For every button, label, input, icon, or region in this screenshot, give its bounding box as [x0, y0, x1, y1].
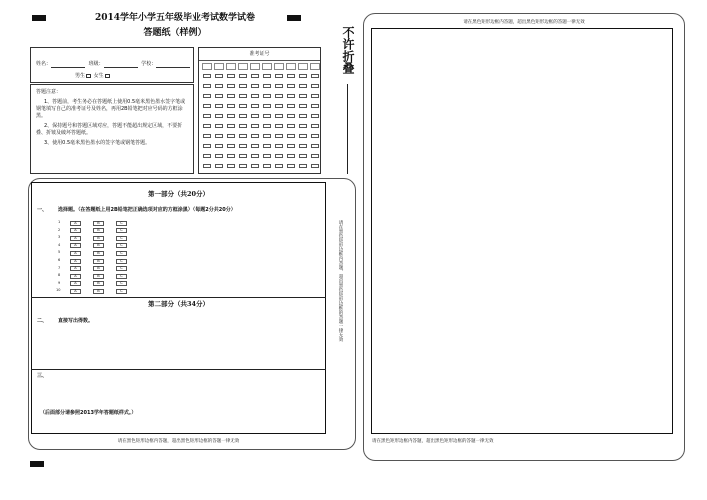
option-bubble-b[interactable]: B — [93, 289, 104, 294]
notes-title: 答题注意： — [36, 89, 62, 95]
exam-id-bubble[interactable] — [215, 164, 223, 168]
exam-id-bubble[interactable] — [203, 124, 211, 128]
q1-number: 一、 — [37, 207, 48, 213]
exam-id-bubble[interactable] — [227, 104, 235, 108]
name-field[interactable] — [51, 62, 85, 68]
option-bubble-a[interactable]: A — [70, 251, 81, 256]
notes-box — [30, 84, 194, 174]
option-bubble-c[interactable]: C — [116, 251, 127, 256]
exam-id-bubble[interactable] — [275, 124, 283, 128]
question-number: 9 — [58, 280, 61, 285]
exam-id-bubble[interactable] — [275, 74, 283, 78]
class-field[interactable] — [104, 62, 138, 68]
option-bubble-b[interactable]: B — [93, 259, 104, 264]
exam-id-bubble[interactable] — [215, 114, 223, 118]
option-bubble-a[interactable]: A — [70, 221, 81, 226]
exam-id-bubble[interactable] — [311, 94, 319, 98]
exam-id-bubble[interactable] — [287, 104, 295, 108]
question-number: 2 — [58, 227, 61, 232]
exam-id-bubble[interactable] — [239, 104, 247, 108]
exam-id-bubble[interactable] — [311, 124, 319, 128]
exam-id-bubble[interactable] — [215, 124, 223, 128]
exam-id-bubble[interactable] — [299, 134, 307, 138]
exam-id-bubble[interactable] — [263, 124, 271, 128]
warning-vertical: 请在黑色矩形边框内答题，超出黑色矩形边框的答题一律无效 — [338, 220, 343, 342]
question-number: 3 — [58, 235, 61, 240]
student-info-box — [30, 47, 194, 83]
question-number: 8 — [58, 273, 61, 278]
option-bubble-c[interactable]: C — [116, 221, 127, 226]
exam-id-bubble[interactable] — [227, 144, 235, 148]
exam-id-digit-box[interactable] — [298, 63, 308, 70]
option-bubble-b[interactable]: B — [93, 266, 104, 271]
exam-id-bubble[interactable] — [275, 94, 283, 98]
exam-id-bubble[interactable] — [263, 94, 271, 98]
exam-id-digit-box[interactable] — [238, 63, 248, 70]
option-bubble-a[interactable]: A — [70, 281, 81, 286]
exam-id-digit-box[interactable] — [310, 63, 320, 70]
option-bubble-a[interactable]: A — [70, 228, 81, 233]
registration-mark-top-left — [32, 15, 46, 21]
exam-id-bubble[interactable] — [215, 74, 223, 78]
exam-id-bubble[interactable] — [275, 114, 283, 118]
exam-id-bubble[interactable] — [251, 154, 259, 158]
exam-id-bubble[interactable] — [275, 154, 283, 158]
exam-id-bubble[interactable] — [203, 154, 211, 158]
exam-id-bubble[interactable] — [215, 84, 223, 88]
option-bubble-c[interactable]: C — [116, 289, 127, 294]
no-fold-line — [347, 84, 348, 174]
option-bubble-b[interactable]: B — [93, 281, 104, 286]
school-label: 学校： — [141, 61, 157, 67]
exam-id-bubble[interactable] — [287, 154, 295, 158]
exam-id-bubble[interactable] — [299, 144, 307, 148]
notes-item: 1、答题前，考生务必在答题纸上使用0.5毫米黑色墨水签字笔或钢笔填写自己的准考证号及姓名，再用2B铅笔把对应号码的方框涂黑。 — [36, 99, 186, 119]
part2-heading: 第二部分（共34分） — [147, 300, 210, 308]
exam-id-bubble[interactable] — [299, 94, 307, 98]
exam-id-bubble[interactable] — [227, 164, 235, 168]
exam-id-bubble[interactable] — [311, 114, 319, 118]
answer-area-right[interactable] — [371, 28, 673, 434]
exam-id-bubble[interactable] — [311, 104, 319, 108]
exam-id-bubble[interactable] — [299, 154, 307, 158]
exam-id-bubble[interactable] — [227, 134, 235, 138]
school-field[interactable] — [156, 62, 190, 68]
option-bubble-b[interactable]: B — [93, 221, 104, 226]
exam-id-bubble[interactable] — [311, 144, 319, 148]
exam-id-bubble[interactable] — [203, 134, 211, 138]
exam-id-bubble[interactable] — [227, 114, 235, 118]
exam-id-bubble[interactable] — [203, 114, 211, 118]
exam-id-bubble[interactable] — [251, 84, 259, 88]
exam-id-bubble[interactable] — [311, 84, 319, 88]
q1-text: 选择题。（在答题纸上用2B铅笔把正确选项对应的方框涂黑）（每题2分共20分） — [58, 207, 236, 213]
option-bubble-a[interactable]: A — [70, 243, 81, 248]
exam-id-bubble[interactable] — [239, 74, 247, 78]
student-info-row — [36, 61, 190, 68]
exam-id-bubble[interactable] — [203, 94, 211, 98]
option-bubble-b[interactable]: B — [93, 236, 104, 241]
exam-id-bubble[interactable] — [287, 74, 295, 78]
question-number: 5 — [58, 250, 61, 255]
exam-id-bubble[interactable] — [263, 74, 271, 78]
exam-id-bubble[interactable] — [239, 84, 247, 88]
exam-id-bubble[interactable] — [287, 144, 295, 148]
exam-id-bubble[interactable] — [251, 144, 259, 148]
exam-id-bubble[interactable] — [251, 164, 259, 168]
exam-id-digit-box[interactable] — [274, 63, 284, 70]
option-bubble-a[interactable]: A — [70, 266, 81, 271]
exam-id-bubble[interactable] — [227, 94, 235, 98]
exam-id-bubble[interactable] — [263, 84, 271, 88]
exam-id-bubble[interactable] — [287, 124, 295, 128]
exam-id-bubble[interactable] — [263, 154, 271, 158]
gender-row — [75, 73, 111, 80]
question-number: 1 — [58, 220, 61, 224]
option-bubble-a[interactable]: A — [70, 259, 81, 264]
exam-id-digit-box[interactable] — [250, 63, 260, 70]
exam-id-bubble[interactable] — [227, 84, 235, 88]
q2-text: 直接写出得数。 — [58, 318, 94, 324]
exam-id-bubble[interactable] — [299, 114, 307, 118]
exam-id-bubble[interactable] — [251, 104, 259, 108]
part1-heading: 第一部分（共20分） — [147, 190, 210, 198]
option-bubble-c[interactable]: C — [116, 259, 127, 264]
option-bubble-a[interactable]: A — [70, 236, 81, 241]
exam-id-bubble[interactable] — [275, 144, 283, 148]
gender-female-label: 女生 — [93, 73, 104, 79]
exam-id-digit-box[interactable] — [202, 63, 212, 70]
exam-id-digit-box[interactable] — [286, 63, 296, 70]
exam-id-bubble[interactable] — [251, 124, 259, 128]
notes-item: 2、保持题号和答题区域对应，答题不能超出规定区域，不要折叠、折皱及破坏答题纸。 — [36, 123, 183, 136]
option-bubble-b[interactable]: B — [93, 228, 104, 233]
exam-id-bubble[interactable] — [215, 104, 223, 108]
q3-answer-area[interactable] — [32, 380, 325, 430]
exam-id-bubble[interactable] — [311, 134, 319, 138]
exam-id-bubble[interactable] — [287, 134, 295, 138]
exam-id-bubble[interactable] — [215, 154, 223, 158]
exam-id-bubble[interactable] — [263, 144, 271, 148]
exam-id-bubble[interactable] — [263, 104, 271, 108]
question-number: 4 — [58, 242, 61, 247]
question-number: 6 — [58, 258, 61, 262]
exam-id-bubble[interactable] — [203, 74, 211, 78]
warning-bottom-left: 请在黑色矩形边框内答题，超出黑色矩形边框的答题一律无效 — [117, 439, 240, 444]
exam-id-bubble[interactable] — [299, 74, 307, 78]
exam-id-bubble[interactable] — [239, 144, 247, 148]
class-label: 班级： — [88, 61, 104, 67]
exam-id-bubble[interactable] — [287, 114, 295, 118]
page-title: 2014学年小学五年级毕业考试数学试卷 — [94, 13, 256, 23]
exam-id-bubble[interactable] — [203, 144, 211, 148]
option-bubble-c[interactable]: C — [116, 281, 127, 286]
exam-id-bubble[interactable] — [299, 164, 307, 168]
exam-id-bubble[interactable] — [275, 84, 283, 88]
exam-id-label: 准考证号 — [249, 51, 270, 57]
exam-id-bubble[interactable] — [311, 164, 319, 168]
exam-id-box — [198, 47, 321, 174]
exam-id-bubble[interactable] — [227, 74, 235, 78]
exam-id-bubble[interactable] — [239, 134, 247, 138]
exam-id-bubble[interactable] — [227, 124, 235, 128]
exam-id-bubble[interactable] — [275, 164, 283, 168]
exam-id-bubble[interactable] — [239, 164, 247, 168]
registration-mark-bottom-left — [30, 461, 44, 467]
exam-id-digit-box[interactable] — [262, 63, 272, 70]
option-bubble-c[interactable]: C — [116, 236, 127, 241]
part-divider — [31, 297, 326, 298]
exam-id-bubble[interactable] — [227, 154, 235, 158]
exam-id-bubble[interactable] — [215, 94, 223, 98]
footnote: （后面部分请参照2013学年答题纸样式。） — [40, 410, 137, 416]
name-label: 姓名： — [36, 61, 52, 67]
no-fold-label: 不许折叠 — [341, 26, 355, 74]
q3-divider — [31, 369, 326, 370]
exam-id-bubble[interactable] — [263, 134, 271, 138]
q2-answer-area[interactable] — [32, 328, 325, 368]
exam-id-bubble[interactable] — [251, 134, 259, 138]
exam-id-bubble[interactable] — [251, 74, 259, 78]
option-bubble-a[interactable]: A — [70, 289, 81, 294]
option-bubble-b[interactable]: B — [93, 274, 104, 279]
gender-female-checkbox[interactable] — [105, 74, 110, 78]
notes-item: 3、使用0.5毫米黑色墨水的签字笔或钢笔答题。 — [44, 140, 151, 146]
page-subtitle: 答题纸（样例） — [143, 28, 207, 38]
exam-id-bubble[interactable] — [239, 124, 247, 128]
exam-id-bubble[interactable] — [215, 134, 223, 138]
exam-id-bubble[interactable] — [299, 124, 307, 128]
option-bubble-c[interactable]: C — [116, 266, 127, 271]
option-bubble-b[interactable]: B — [93, 243, 104, 248]
option-bubble-b[interactable]: B — [93, 251, 104, 256]
exam-id-bubble[interactable] — [287, 164, 295, 168]
question-number: 10 — [56, 288, 61, 293]
exam-id-bubble[interactable] — [311, 154, 319, 158]
option-bubble-c[interactable]: C — [116, 274, 127, 279]
option-bubble-c[interactable]: C — [116, 228, 127, 233]
gender-male-label: 男生 — [75, 73, 86, 79]
exam-id-bubble[interactable] — [251, 94, 259, 98]
exam-id-digit-box[interactable] — [226, 63, 236, 70]
q2-number: 二、 — [37, 318, 48, 324]
exam-id-bubble[interactable] — [203, 84, 211, 88]
option-bubble-c[interactable]: C — [116, 243, 127, 248]
exam-id-bubble[interactable] — [215, 144, 223, 148]
exam-id-bubble[interactable] — [275, 134, 283, 138]
exam-id-bubble[interactable] — [239, 114, 247, 118]
gender-male-checkbox[interactable] — [86, 74, 91, 78]
warning-top-right: 请在黑色矩形边框内答题，超出黑色矩形边框的答题一律无效 — [463, 20, 585, 25]
q3-number: 三、 — [37, 373, 48, 379]
exam-id-bubble[interactable] — [299, 104, 307, 108]
exam-id-bubble[interactable] — [263, 114, 271, 118]
exam-id-bubble[interactable] — [263, 164, 271, 168]
exam-id-bubble[interactable] — [251, 114, 259, 118]
question-number: 7 — [58, 265, 61, 270]
exam-id-bubble[interactable] — [203, 164, 211, 168]
exam-id-bubble[interactable] — [299, 84, 307, 88]
option-bubble-a[interactable]: A — [70, 274, 81, 279]
exam-id-bubble[interactable] — [275, 104, 283, 108]
warning-bottom-right: 请在黑色矩形边框内答题，超出黑色矩形边框的答题一律无效 — [372, 439, 494, 444]
exam-id-digit-box[interactable] — [214, 63, 224, 70]
exam-id-bubble[interactable] — [203, 104, 211, 108]
exam-id-bubble[interactable] — [287, 84, 295, 88]
exam-id-bubble[interactable] — [287, 94, 295, 98]
exam-id-bubble[interactable] — [311, 74, 319, 78]
exam-id-bubble[interactable] — [239, 154, 247, 158]
exam-id-bubble[interactable] — [239, 94, 247, 98]
